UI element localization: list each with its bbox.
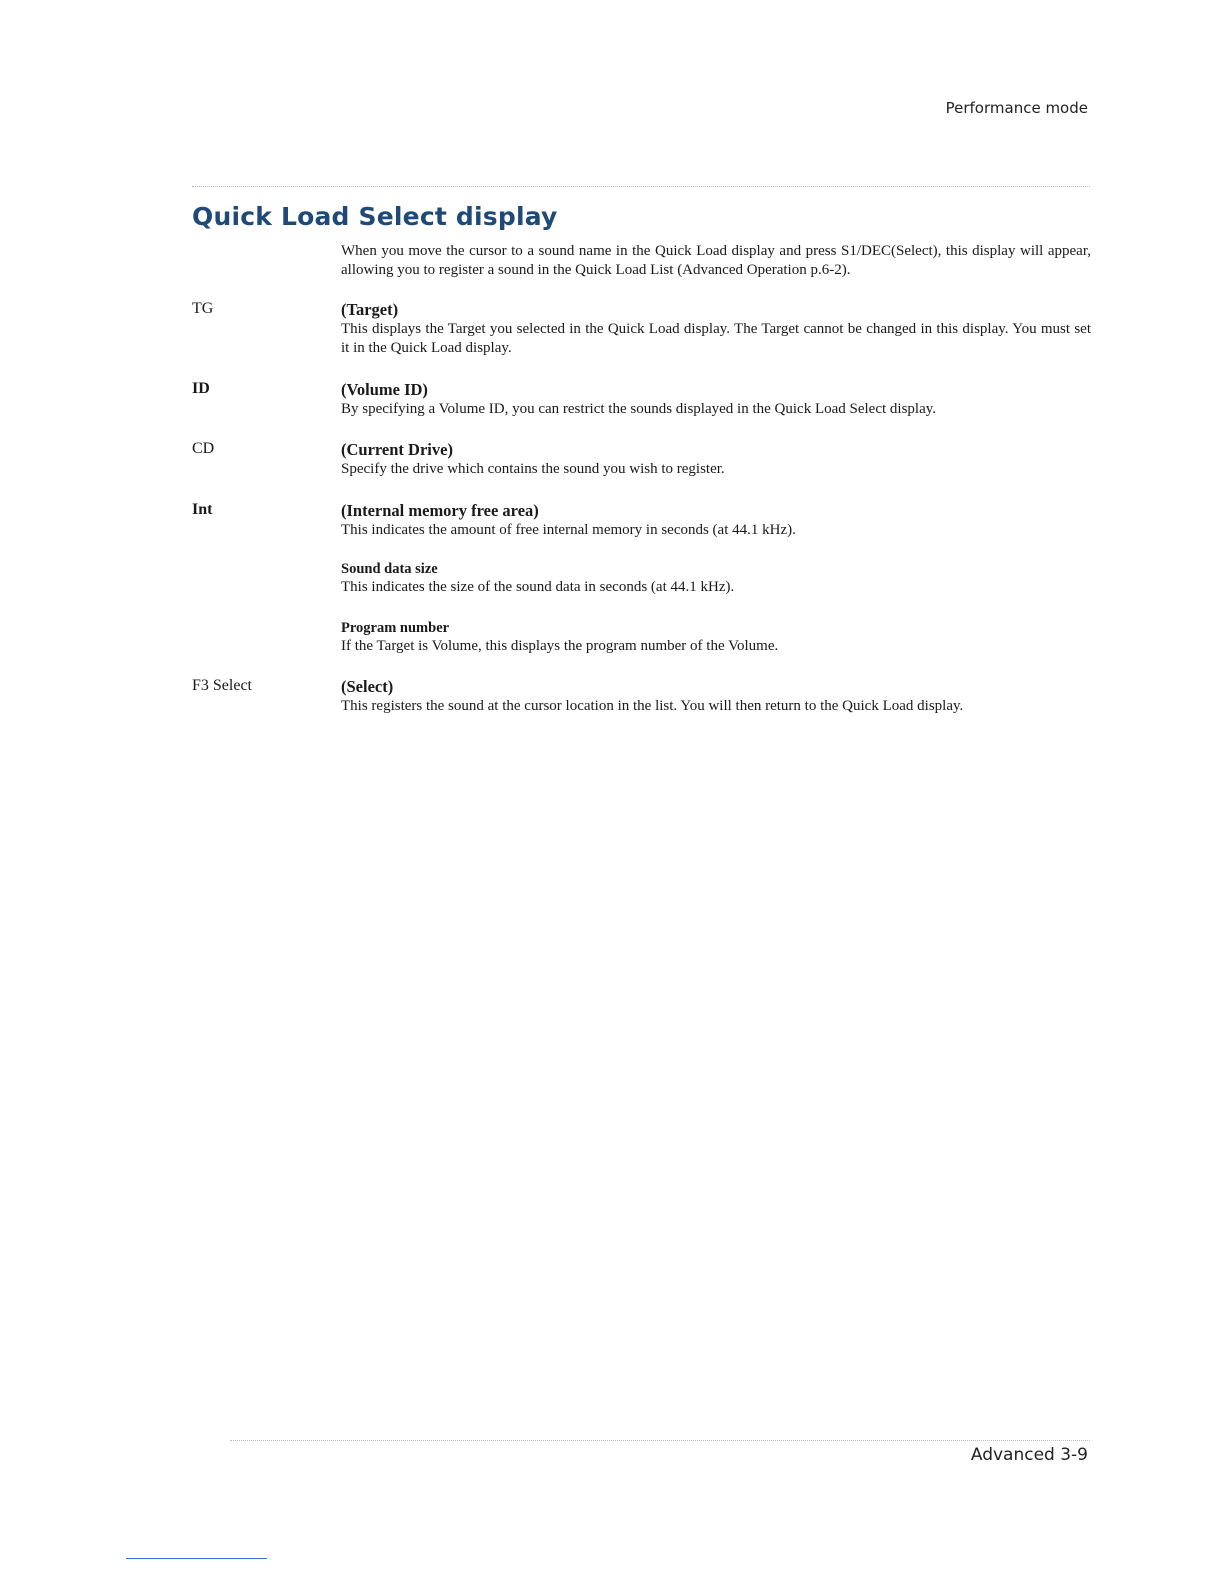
subentry-title: Sound data size bbox=[341, 561, 438, 577]
section-title: Quick Load Select display bbox=[192, 202, 558, 231]
entry-term: TG bbox=[192, 300, 214, 317]
entry-description bbox=[341, 677, 1091, 716]
subentry-description bbox=[341, 560, 1091, 597]
entry-term: ID bbox=[192, 380, 210, 397]
entry-title: (Select) bbox=[341, 677, 394, 696]
subentry-text: If the Target is Volume, this displays the program number of the Volume. bbox=[341, 638, 779, 654]
page-number: Advanced 3-9 bbox=[970, 1445, 1088, 1465]
entry-description bbox=[341, 440, 1091, 479]
footer-line bbox=[126, 1558, 267, 1559]
entry-term: CD bbox=[192, 440, 215, 457]
entry-text: Specify the drive which contains the sound you wish to register. bbox=[341, 461, 725, 477]
entry-title: (Target) bbox=[341, 300, 399, 319]
entry-term: F3 Select bbox=[192, 677, 252, 694]
intro-paragraph: When you move the cursor to a sound name in the Quick Load display and press S1/DEC(Select), this display will appear, allowing you to register a sound in the Quick Load List (Advanced Operation p.6-2). bbox=[341, 243, 1091, 278]
entry-text: By specifying a Volume ID, you can restrict the sounds displayed in the Quick Load Select display. bbox=[341, 401, 937, 417]
entry-title: (Volume ID) bbox=[341, 380, 428, 399]
entry-text: This registers the sound at the cursor location in the list. You will then return to the Quick Load display. bbox=[341, 698, 964, 714]
entry-description bbox=[341, 501, 1091, 540]
entry-title: (Current Drive) bbox=[341, 440, 453, 459]
top-divider bbox=[192, 186, 1090, 187]
entry-description bbox=[341, 380, 1091, 419]
entry-description bbox=[341, 300, 1091, 358]
entry-title: (Internal memory free area) bbox=[341, 501, 539, 520]
running-header: Performance mode bbox=[945, 99, 1088, 117]
subentry-title: Program number bbox=[341, 620, 450, 636]
entry-term: Int bbox=[192, 501, 213, 518]
subentry-text: This indicates the size of the sound data in seconds (at 44.1 kHz). bbox=[341, 579, 735, 595]
bottom-divider bbox=[230, 1440, 1090, 1441]
entry-text: This displays the Target you selected in the Quick Load display. The Target cannot be changed in this display. You must set it in the Quick Load display. bbox=[341, 321, 1091, 356]
subentry-description bbox=[341, 619, 1091, 656]
entry-text: This indicates the amount of free internal memory in seconds (at 44.1 kHz). bbox=[341, 522, 796, 538]
